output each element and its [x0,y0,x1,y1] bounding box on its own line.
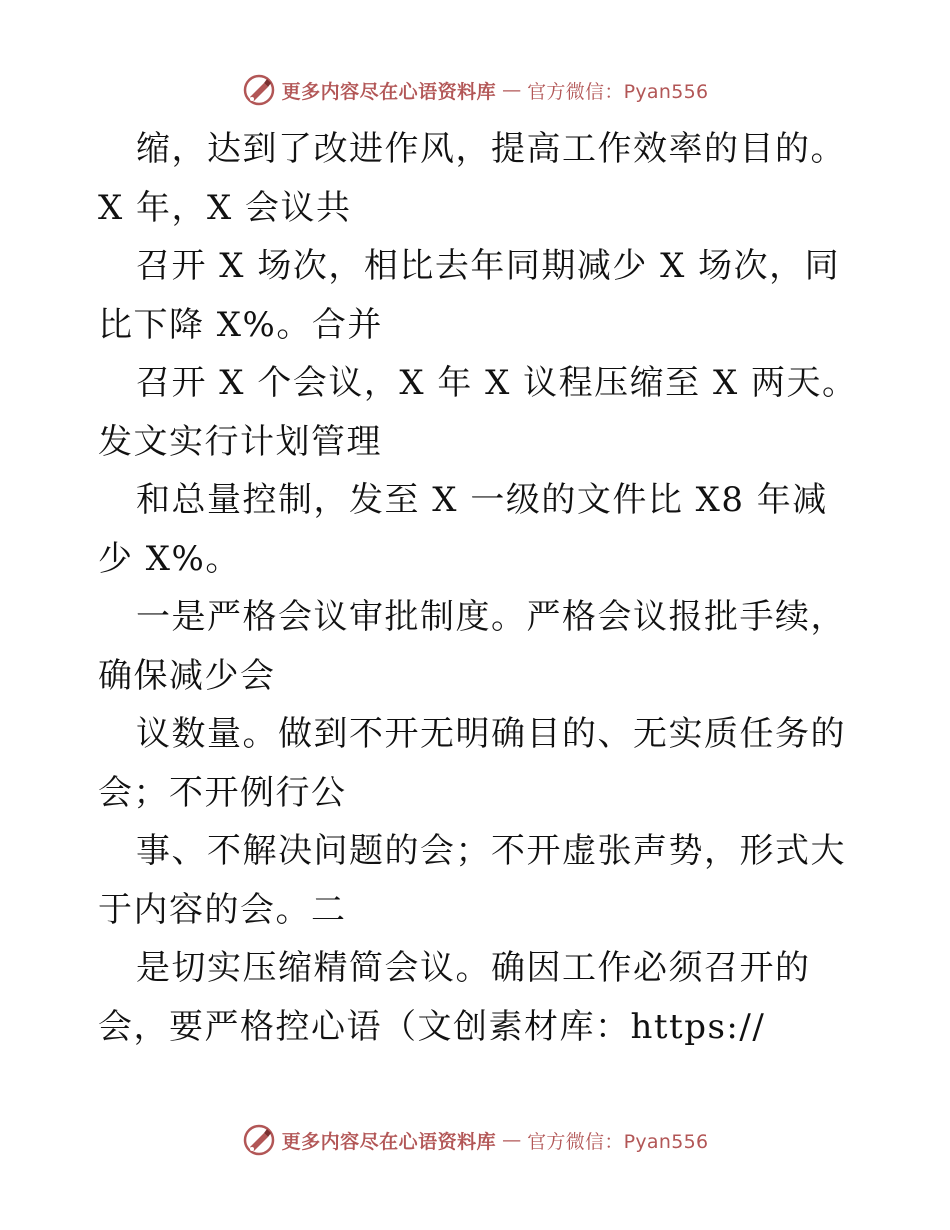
footer-brand [242,1123,709,1157]
header-brand [242,73,709,107]
header-wechat: 官方微信：Pyan556 [527,80,709,103]
paragraph: 是切实压缩精简会议。确因工作必须召开的会，要严格控心语（文创素材库：https:// [98,948,811,1047]
document-body [98,120,858,1056]
page-footer [0,1120,950,1160]
paragraph: 和总量控制，发至 X 一级的文件比 X8 年减少 X%。 [98,480,828,579]
footer-wechat: 官方微信：Pyan556 [527,1130,709,1153]
pen-logo-icon [242,1123,276,1157]
header-brand-name: 更多内容尽在心语资料库 [281,80,497,103]
paragraph: 缩，达到了改进作风，提高工作效率的目的。X 年，X 会议共 [98,129,846,228]
paragraph: 事、不解决问题的会；不开虚张声势，形式大于内容的会。二 [98,831,846,930]
footer-separator: — [502,1129,522,1151]
paragraph: 召开 X 场次，相比去年同期减少 X 场次，同比下降 X%。合并 [98,246,841,345]
paragraph: 召开 X 个会议，X 年 X 议程压缩至 X 两天。发文实行计划管理 [98,363,858,462]
footer-brand-name: 更多内容尽在心语资料库 [281,1130,497,1153]
paragraph: 一是严格会议审批制度。严格会议报批手续，确保减少会 [98,597,846,696]
pen-logo-icon [242,73,276,107]
header-separator: — [502,79,522,101]
paragraph: 议数量。做到不开无明确目的、无实质任务的会；不开例行公 [98,714,846,813]
page-header [0,70,950,110]
